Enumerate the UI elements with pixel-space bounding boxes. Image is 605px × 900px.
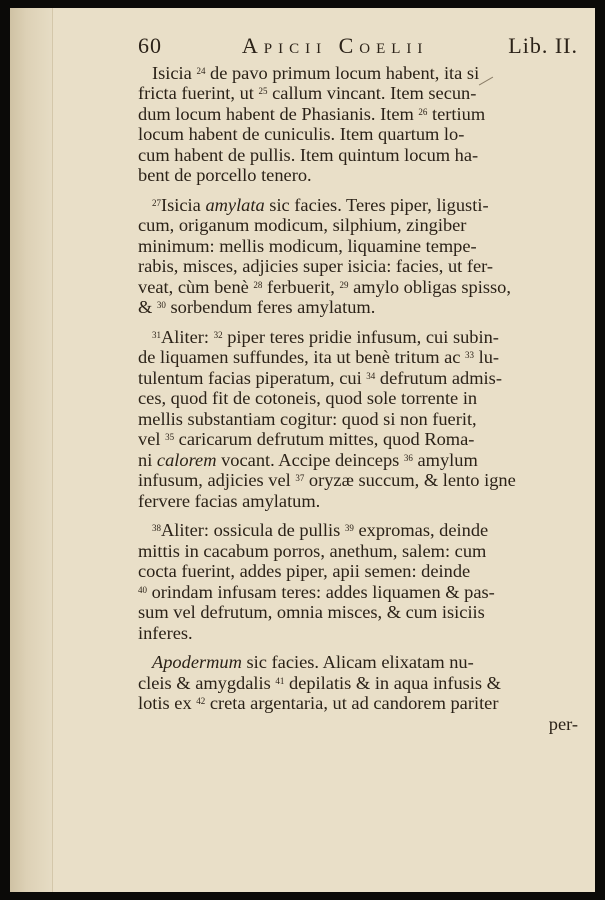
footnote-marker: 39 [344,523,354,533]
footnote-marker: 29 [339,279,349,290]
footnote-marker: 32 [213,329,223,340]
text-line: fricta fuerint, ut $^{25}$ callum vincant. Item secun- [138,83,477,103]
running-header [138,33,578,58]
text-line: fervere facias amylatum. [138,490,321,511]
footnote-marker: 34 [366,370,376,381]
text-line: vel $^{35}$ caricarum defrutum mittes, quod Roma- [138,429,475,449]
text-line: ni calorem vocant. Accipe deinceps $^{36}$ amylum [138,449,478,470]
text-line: mellis substantiam cogitur: quod si non fuerit, [138,408,477,429]
text-line: de liquamen suffundes, ita ut benè tritum ac $^{33}$ lu- [138,347,500,367]
text-line: lotis ex $^{42}$ creta argentaria, ut ad candorem pariter [138,693,499,713]
text-line: infusum, adjicies vel $^{37}$ oryzæ succum, & lento igne [138,470,516,490]
text-line: $^{40}$ orindam infusam teres: addes liquamen & pas- [138,581,495,602]
text-line: bent de porcello tenero. [138,165,312,185]
paragraph [138,520,578,643]
footnote-marker: 42 [196,696,206,706]
footnote-marker: 26 [418,106,428,117]
text-line: $^{31}$Aliter: $^{32}$ piper teres pridie infusum, cui subin- [152,326,499,347]
text-line: Apodermum sic facies. Alicam elixatam nu- [152,652,474,672]
footnote-marker: 30 [156,300,166,310]
text-line: cum habent de pullis. Item quintum locum ha- [138,144,479,165]
text-line: cleis & amygdalis $^{41}$ depilatis & in aqua infusis & [138,672,501,693]
text-line: ces, quod fit de cotoneis, quod sole torrente in [138,388,478,408]
footnote-marker: 25 [258,86,268,96]
text-line: cocta fuerint, addes piper, apii semen: deinde [138,561,471,581]
text-line: rabis, misces, adjicies super isicia: facies, ut fer- [138,256,494,276]
footnote-marker: 27 [152,197,161,208]
paragraph [138,63,578,186]
text-line: minimum: mellis modicum, liquamine tempe- [138,235,477,256]
text-line: Isicia $^{24}$ de pavo primum locum habent, ita si [152,62,480,83]
scanned-page [10,8,595,892]
book-gutter [10,8,53,892]
footnote-marker: 33 [465,350,475,360]
body-text [138,63,578,714]
italic-term: calorem [156,449,217,470]
text-line: veat, cùm benè $^{28}$ ferbuerit, $^{29}$ amylo obligas spisso, [138,276,511,297]
text-line: tulentum facias piperatum, cui $^{34}$ defrutum admis- [138,367,502,388]
text-line: cum, origanum modicum, silphium, zingiber [138,215,467,235]
text-line: locum habent de cuniculis. Item quartum lo- [138,124,465,144]
text-line: sum vel defrutum, omnia misces, & cum isiciis [138,602,485,622]
footnote-marker: 35 [165,432,175,442]
text-line: $^{27}$Isicia amylata sic facies. Teres piper, ligusti- [152,194,489,215]
footnote-marker: 31 [152,329,161,340]
footnote-marker: 28 [253,279,263,290]
page-content [138,33,578,734]
footnote-marker: 40 [138,584,147,595]
paragraph [138,195,578,318]
footnote-marker: 24 [196,65,206,76]
book-number: Lib. II. [508,33,578,58]
paragraph [138,327,578,512]
footnote-marker: 37 [295,473,305,483]
italic-term: amylata [205,194,265,215]
catchword: per- [548,713,578,734]
footnote-marker: 41 [275,675,285,686]
page-number: 60 [138,33,162,58]
footnote-marker: 38 [152,523,161,533]
footnote-marker: 36 [403,452,413,463]
text-line: & $^{30}$ sorbendum feres amylatum. [138,297,376,317]
text-line: $^{38}$Aliter: ossicula de pullis $^{39}$ expromas, deinde [152,520,489,540]
text-line: dum locum habent de Phasianis. Item $^{26}$ tertium [138,103,486,124]
text-line: mittis in cacabum porros, anethum, salem: cum [138,540,487,561]
text-line: inferes. [138,622,193,643]
running-title: Apicii Coelii [241,33,429,58]
paragraph [138,652,578,714]
italic-term: Apodermum [152,652,242,672]
